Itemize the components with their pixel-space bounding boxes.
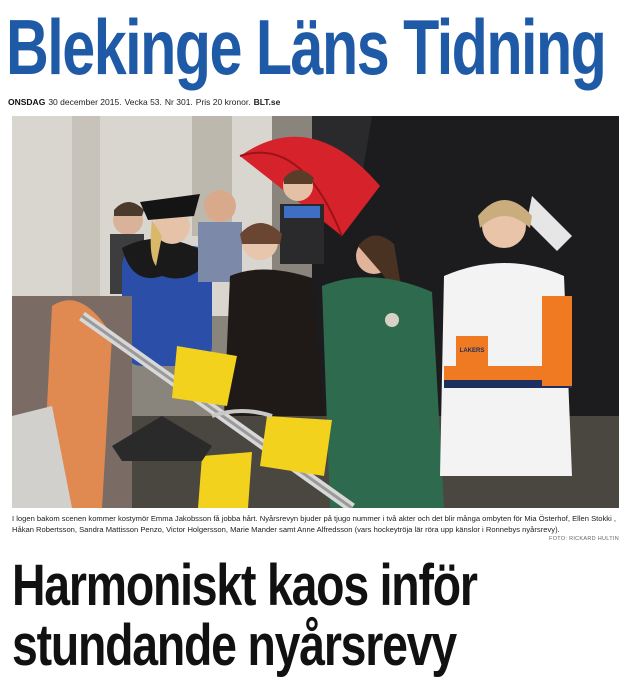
- yellow-tissue-1: [172, 346, 237, 406]
- article-headline: [12, 553, 620, 678]
- costume-badge: [385, 313, 399, 327]
- man-shirt: [198, 222, 242, 282]
- newspaper-masthead: Blekinge Läns Tidning: [6, 3, 606, 91]
- dark-dress: [224, 269, 324, 416]
- green-costume: [322, 277, 444, 508]
- doorframe: [72, 116, 100, 316]
- dateline: [8, 96, 280, 108]
- dateline-date: 30 december 2015.: [48, 97, 122, 107]
- dateline-price: Pris 20 kronor.: [195, 97, 251, 107]
- jersey-crest-text: LAKERS: [459, 348, 485, 354]
- yellow-tissue-3: [198, 452, 252, 508]
- blue-scarf: [284, 206, 320, 218]
- yellow-tissue-2: [260, 416, 332, 476]
- headline-line-1: Harmoniskt kaos inför: [12, 553, 477, 618]
- man-face: [204, 190, 236, 222]
- photo-caption: I logen bakom scenen kommer kostymör Emma Jakobsson få jobba hårt. Nyårsrevyn bjuder på tjugo nummer i två akter och det blir många ombyten för Mia Österhof, Ellen Stokki , Håkan Robertsson, Sandra Mattisson Penzo, Victor Holgersson, Marie Mander samt Anne Alfredsson (vars hockeytröja lär röra upp känslor i Ronnebys nyårsrevy).: [12, 514, 616, 534]
- jersey-sleeve: [542, 296, 572, 386]
- headline-line-2: stundande nyårsrevy: [12, 613, 456, 678]
- dateline-week: Vecka 53.: [124, 97, 162, 107]
- dateline-day: ONSDAG: [8, 97, 46, 107]
- photo-illustration: [12, 116, 619, 508]
- dateline-number: Nr 301.: [164, 97, 193, 107]
- dateline-site: BLT.se: [253, 97, 281, 107]
- news-photo: [12, 116, 619, 508]
- photo-credit: FOTO: RICKARD HULTIN: [549, 536, 619, 542]
